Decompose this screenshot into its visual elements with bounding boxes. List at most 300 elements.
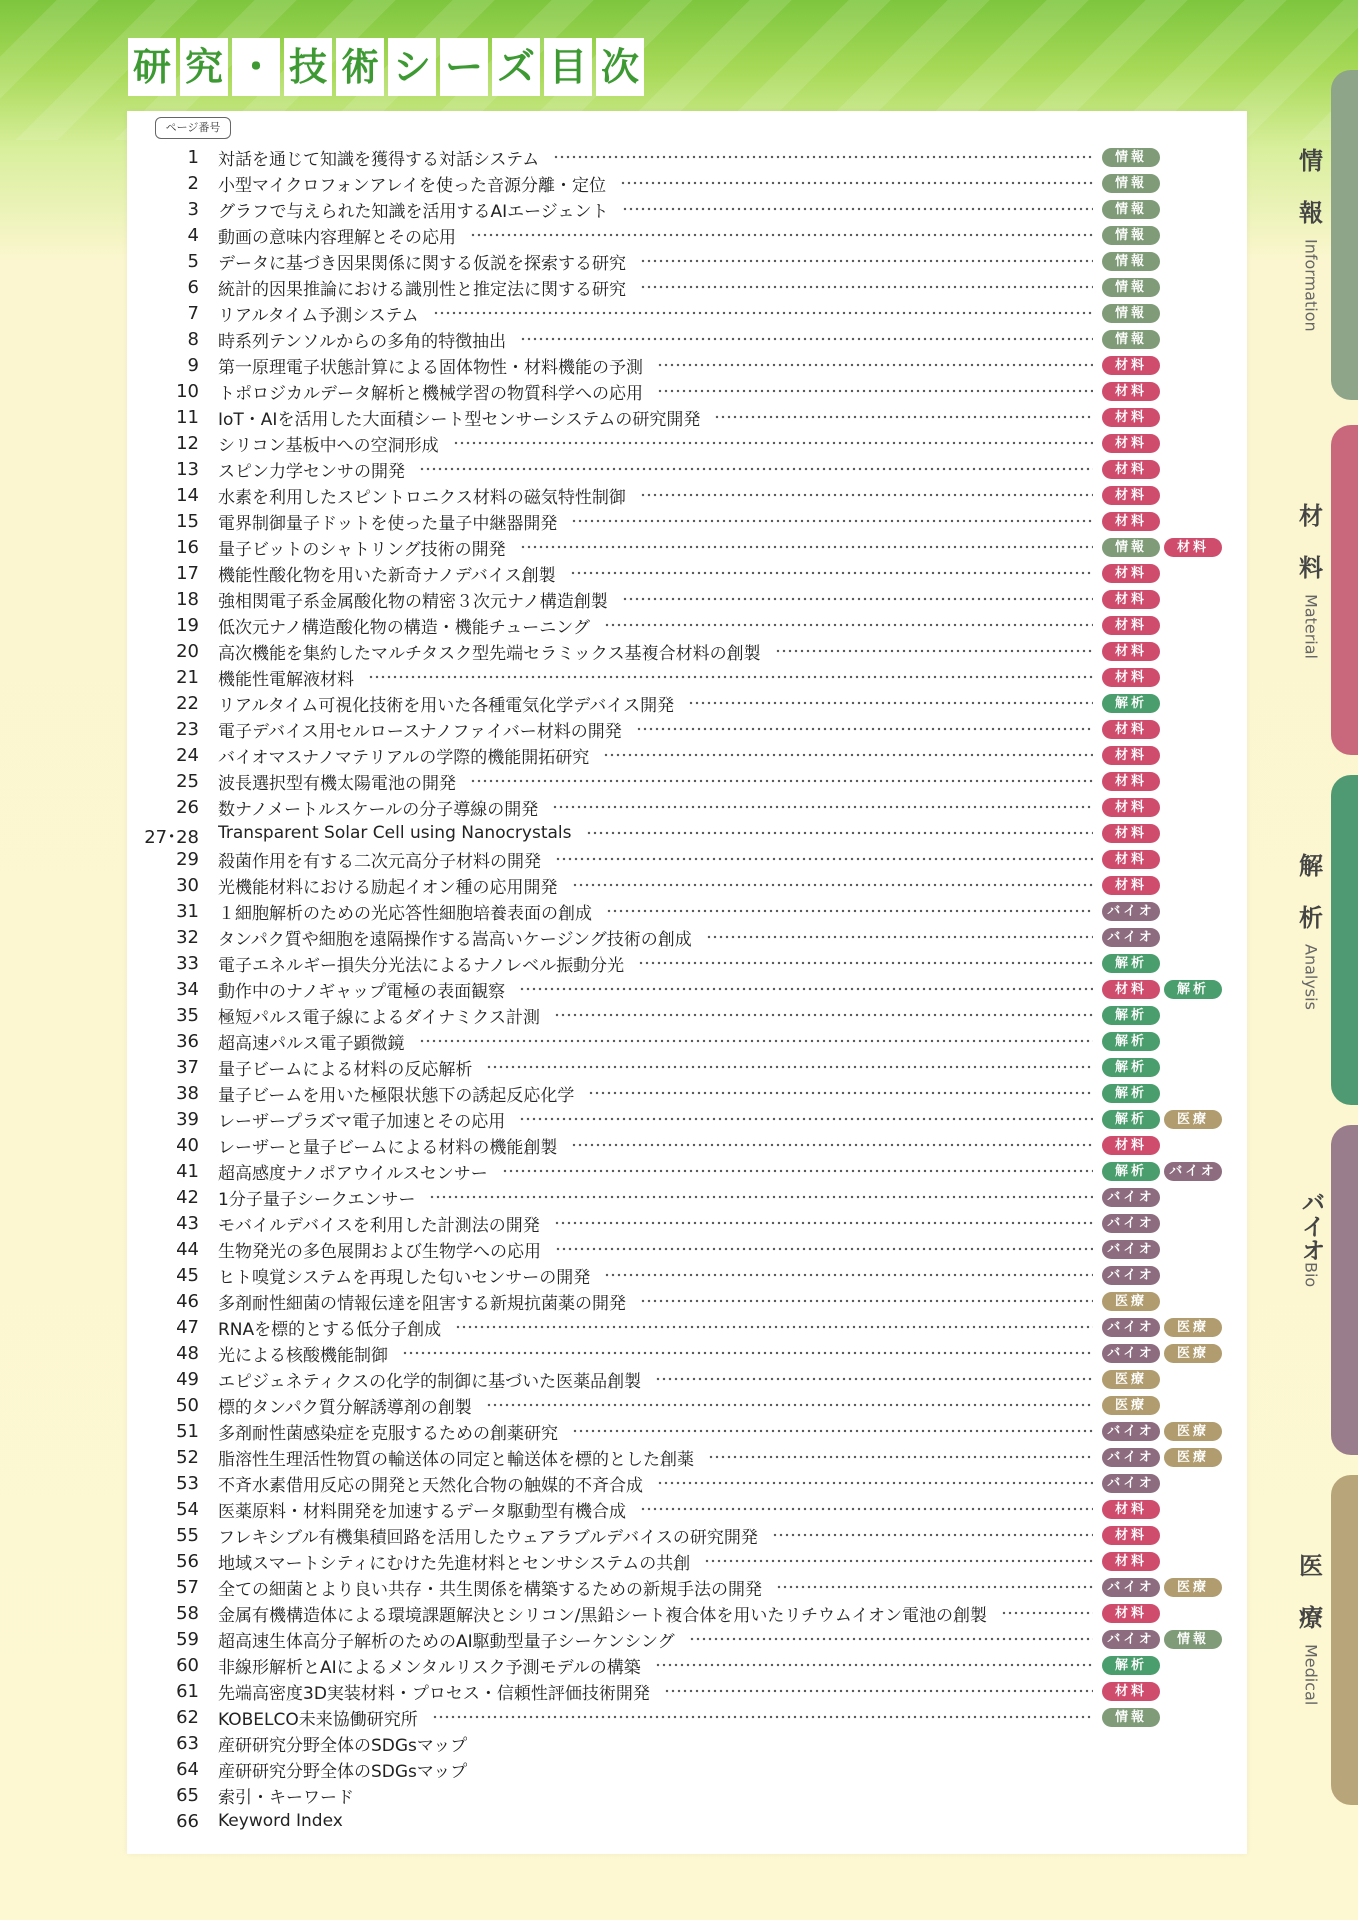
category-badge-bio: バイオ (1102, 1318, 1160, 1337)
category-badge-mat: 材料 (1102, 1604, 1160, 1623)
entry-page-number: 20 (176, 641, 199, 662)
entry-title: 低次元ナノ構造酸化物の構造・機能チューニング (218, 617, 590, 638)
leader-dots (640, 1502, 1093, 1516)
entry-title: タンパク質や細胞を遠隔操作する嵩高いケージング技術の創成 (218, 929, 692, 950)
leader-dots (519, 1112, 1093, 1126)
entry-tags (1102, 1656, 1160, 1675)
toc-entry[interactable] (127, 716, 1247, 742)
entry-title-line (218, 144, 1093, 170)
entry-title: 光による核酸機能制御 (218, 1345, 388, 1366)
entry-title-line (218, 508, 1093, 534)
category-badge-bio: バイオ (1102, 1578, 1160, 1597)
category-badge-info: 情報 (1102, 200, 1160, 219)
leader-dots (470, 228, 1093, 242)
entry-title: 時系列テンソルからの多角的特徴抽出 (218, 331, 507, 352)
leader-dots (571, 514, 1093, 528)
category-badge-info: 情報 (1102, 538, 1160, 557)
toc-entry[interactable] (127, 1210, 1247, 1236)
entry-tags (1102, 330, 1160, 349)
entry-title-line (218, 872, 1093, 898)
entry-title-line (218, 1548, 1093, 1574)
entry-tags (1102, 1006, 1160, 1025)
entry-page-number: 9 (187, 355, 199, 376)
entry-tags (1102, 538, 1222, 557)
entry-tags (1102, 1240, 1160, 1259)
leader-dots (553, 150, 1093, 164)
entry-title-line (218, 1444, 1093, 1470)
entry-title-line (218, 222, 1093, 248)
entry-title: リアルタイム予測システム (218, 305, 419, 326)
entry-page-number: 26 (176, 797, 199, 818)
entry-tags (1102, 564, 1160, 583)
entry-tags (1102, 1448, 1222, 1467)
entry-tags (1102, 668, 1160, 687)
entry-title-line (218, 248, 1093, 274)
title-char: ・ (232, 38, 280, 96)
entry-title-line (218, 456, 1093, 482)
entry-title-line (218, 664, 1093, 690)
toc-entry[interactable] (127, 872, 1247, 898)
category-badge-bio: バイオ (1102, 928, 1160, 947)
entry-title: 産研研究分野全体のSDGsマップ (218, 1761, 468, 1782)
category-badge-mat: 材料 (1102, 850, 1160, 869)
entry-title: ヒト嗅覚システムを再現した匂いセンサーの開発 (218, 1267, 591, 1288)
toc-entry[interactable] (127, 196, 1247, 222)
toc-entry[interactable] (127, 690, 1247, 716)
entry-title: 超高速パルス電子顕微鏡 (218, 1033, 405, 1054)
side-tab-analysis[interactable] (1331, 775, 1358, 1105)
entry-tags (1102, 252, 1160, 271)
toc-entry[interactable] (127, 1028, 1247, 1054)
entry-tags (1102, 1058, 1160, 1077)
toc-entry[interactable] (127, 1626, 1247, 1652)
category-badge-bio: バイオ (1102, 902, 1160, 921)
entry-tags (1102, 642, 1160, 661)
entry-page-number: 36 (176, 1031, 199, 1052)
toc-entry[interactable] (127, 248, 1247, 274)
toc-entry[interactable] (127, 1002, 1247, 1028)
category-badge-mat: 材料 (1102, 1526, 1160, 1545)
entry-page-number: 40 (176, 1135, 199, 1156)
entry-title-line (218, 612, 1093, 638)
entry-page-number: 11 (176, 407, 199, 428)
entry-tags (1102, 1630, 1222, 1649)
category-badge-mat: 材料 (1102, 980, 1160, 999)
category-badge-bio: バイオ (1102, 1474, 1160, 1493)
category-badge-ana: 解析 (1102, 1032, 1160, 1051)
side-tab-label (1296, 1190, 1326, 1287)
leader-dots (519, 982, 1093, 996)
entry-title: 動画の意味内容理解とその応用 (218, 227, 456, 248)
entry-title-line (218, 1756, 1228, 1782)
leader-dots (688, 696, 1093, 710)
toc-entry[interactable] (127, 482, 1247, 508)
entry-title-line (218, 976, 1093, 1002)
entry-title-line (218, 898, 1093, 924)
entry-tags (1102, 694, 1160, 713)
toc-entry[interactable] (127, 612, 1247, 638)
toc-entry[interactable] (127, 1236, 1247, 1262)
toc-entry[interactable] (127, 1340, 1247, 1366)
leader-dots (640, 254, 1093, 268)
entry-title-line (218, 1626, 1093, 1652)
entry-tags (1102, 148, 1160, 167)
entry-title: 超高感度ナノポアウイルスセンサー (218, 1163, 488, 1184)
entry-page-number: 57 (176, 1577, 199, 1598)
entry-title-line (218, 1574, 1093, 1600)
leader-dots (604, 618, 1093, 632)
entry-page-number: 18 (176, 589, 199, 610)
toc-entry[interactable] (127, 300, 1247, 326)
toc-entry[interactable] (127, 144, 1247, 170)
entry-title-line (218, 1288, 1093, 1314)
toc-entry[interactable] (127, 430, 1247, 456)
entry-tags (1102, 434, 1160, 453)
toc-entry[interactable] (127, 352, 1247, 378)
entry-page-number: 33 (176, 953, 199, 974)
entry-title: バイオマスナノマテリアルの学際的機能開拓研究 (218, 747, 590, 768)
side-tab-material[interactable] (1331, 425, 1358, 755)
entry-title: モバイルデバイスを利用した計測法の開発 (218, 1215, 540, 1236)
side-tab-kanji: 料 (1299, 554, 1323, 582)
leader-dots (640, 1294, 1093, 1308)
entry-title: 対話を通じて知識を獲得する対話システム (218, 149, 540, 170)
leader-dots (655, 1658, 1093, 1672)
entry-page-number: 61 (176, 1681, 199, 1702)
toc-entry[interactable] (127, 1184, 1247, 1210)
entry-page-number: 30 (176, 875, 199, 896)
entry-tags (1102, 1188, 1160, 1207)
leader-dots (429, 1190, 1093, 1204)
toc-entry[interactable] (127, 1314, 1247, 1340)
category-badge-med: 医療 (1164, 1422, 1222, 1441)
entry-tags (1102, 1162, 1222, 1181)
entry-tags (1102, 850, 1160, 869)
entry-page-number: 2 (187, 173, 199, 194)
entry-tags (1102, 1344, 1222, 1363)
entry-page-number: 16 (176, 537, 199, 558)
toc-entry[interactable] (127, 924, 1247, 950)
side-tab-kanji: 報 (1299, 199, 1323, 227)
entry-title-line (218, 1106, 1093, 1132)
entry-page-number: 62 (176, 1707, 199, 1728)
entry-tags (1102, 356, 1160, 375)
toc-entry[interactable] (127, 1106, 1247, 1132)
entry-page-number: 1 (187, 147, 199, 168)
side-tab-label (1296, 840, 1326, 1010)
entry-title: レーザーと量子ビームによる材料の機能創製 (218, 1137, 558, 1158)
toc-entry[interactable] (127, 638, 1247, 664)
toc-entry[interactable] (127, 1132, 1247, 1158)
title-char: 目 (544, 38, 592, 96)
entry-tags (1102, 1110, 1222, 1129)
entry-title-line (218, 1730, 1228, 1756)
leader-dots (419, 1034, 1094, 1048)
toc-entry[interactable] (127, 508, 1247, 534)
entry-title-line (218, 638, 1093, 664)
entry-title-line (218, 586, 1093, 612)
toc-entry[interactable] (127, 586, 1247, 612)
toc-entry[interactable] (127, 456, 1247, 482)
leader-dots (588, 1086, 1093, 1100)
entry-title-line (218, 1470, 1093, 1496)
entry-tags (1102, 226, 1160, 245)
entry-tags (1102, 720, 1160, 739)
leader-dots (470, 774, 1093, 788)
toc-entry[interactable] (127, 1678, 1247, 1704)
entry-page-number: 66 (176, 1811, 199, 1832)
entry-title: １細胞解析のための光応答性細胞培養表面の創成 (218, 903, 592, 924)
entry-title: 生物発光の多色展開および生物学への応用 (218, 1241, 541, 1262)
entry-tags (1102, 460, 1160, 479)
leader-dots (640, 280, 1093, 294)
toc-entry[interactable] (127, 664, 1247, 690)
category-badge-ana: 解析 (1102, 1084, 1160, 1103)
entry-title: 索引・キーワード (218, 1787, 354, 1808)
entry-title-line (218, 1080, 1093, 1106)
contents-list (127, 144, 1247, 1834)
entry-page-number: 38 (176, 1083, 199, 1104)
toc-entry[interactable] (127, 326, 1247, 352)
toc-entry[interactable] (127, 170, 1247, 196)
entry-title-line (218, 1522, 1093, 1548)
toc-entry[interactable] (127, 1080, 1247, 1106)
entry-tags (1102, 408, 1160, 427)
leader-dots (714, 410, 1093, 424)
leader-dots (486, 1398, 1093, 1412)
entry-page-number: 46 (176, 1291, 199, 1312)
category-badge-info: 情報 (1102, 304, 1160, 323)
entry-title: 統計的因果推論における識別性と推定法に関する研究 (218, 279, 626, 300)
toc-entry[interactable] (127, 274, 1247, 300)
entry-title: RNAを標的とする低分子創成 (218, 1319, 442, 1340)
leader-dots (368, 670, 1093, 684)
entry-title-line (218, 378, 1093, 404)
entry-page-number: 5 (187, 251, 199, 272)
entry-title: 機能性電解液材料 (218, 669, 354, 690)
entry-page-number: 31 (176, 901, 199, 922)
toc-entry[interactable] (127, 1054, 1247, 1080)
entry-title: 電子エネルギー損失分光法によるナノレベル振動分光 (218, 955, 625, 976)
entry-title-line (218, 534, 1093, 560)
entry-title-line (218, 950, 1093, 976)
side-tab-information[interactable] (1331, 70, 1358, 400)
title-char: 究 (180, 38, 228, 96)
entry-title-line (218, 1054, 1093, 1080)
toc-entry[interactable] (127, 950, 1247, 976)
toc-entry[interactable] (127, 898, 1247, 924)
entry-title-line (218, 924, 1093, 950)
toc-entry[interactable] (127, 1158, 1247, 1184)
side-tab-label (1296, 490, 1326, 659)
side-tab-label (1296, 1540, 1326, 1705)
leader-dots (689, 1632, 1093, 1646)
toc-entry[interactable] (127, 1444, 1247, 1470)
category-badge-mat: 材料 (1102, 486, 1160, 505)
entry-page-number: 47 (176, 1317, 199, 1338)
toc-entry[interactable] (127, 1756, 1247, 1782)
entry-title: トポロジカルデータ解析と機械学習の物質科学への応用 (218, 383, 643, 404)
entry-page-number: 37 (176, 1057, 199, 1078)
leader-dots (554, 1216, 1093, 1230)
toc-entry[interactable] (127, 1808, 1247, 1834)
toc-entry[interactable] (127, 1730, 1247, 1756)
entry-page-number: 15 (176, 511, 199, 532)
toc-entry[interactable] (127, 1548, 1247, 1574)
toc-entry[interactable] (127, 222, 1247, 248)
toc-entry[interactable] (127, 1418, 1247, 1444)
entry-tags (1102, 1032, 1160, 1051)
entry-title: スピン力学センサの開発 (218, 461, 405, 482)
entry-title: シリコン基板中への空洞形成 (218, 435, 439, 456)
toc-entry[interactable] (127, 1652, 1247, 1678)
entry-tags (1102, 304, 1160, 323)
entry-page-number: 34 (176, 979, 199, 1000)
leader-dots (655, 1372, 1093, 1386)
entry-title-line (218, 1704, 1093, 1730)
entry-page-number: 42 (176, 1187, 199, 1208)
entry-page-number: 59 (176, 1629, 199, 1650)
toc-entry[interactable] (127, 976, 1247, 1002)
toc-entry[interactable] (127, 1366, 1247, 1392)
entry-tags (1102, 616, 1160, 635)
side-tab-kanji: 情 (1299, 147, 1323, 175)
entry-title-line (218, 1366, 1093, 1392)
leader-dots (1001, 1606, 1093, 1620)
category-badge-mat: 材料 (1102, 1552, 1160, 1571)
toc-entry[interactable] (127, 1288, 1247, 1314)
toc-entry[interactable] (127, 1496, 1247, 1522)
entry-title: 動作中のナノギャップ電極の表面観察 (218, 981, 506, 1002)
entry-page-number: 49 (176, 1369, 199, 1390)
entry-tags (1102, 824, 1160, 843)
toc-entry[interactable] (127, 1522, 1247, 1548)
toc-entry[interactable] (127, 378, 1247, 404)
entry-title-line (218, 560, 1093, 586)
toc-entry[interactable] (127, 742, 1247, 768)
entry-title: 先端高密度3D実装材料・プロセス・信頼性評価技術開発 (218, 1683, 650, 1704)
toc-entry[interactable] (127, 1600, 1247, 1626)
entry-tags (1102, 1552, 1160, 1571)
leader-dots (453, 436, 1093, 450)
entry-tags (1102, 1396, 1160, 1415)
toc-entry[interactable] (127, 794, 1247, 820)
title-char: 研 (128, 38, 176, 96)
entry-title-line (218, 1158, 1093, 1184)
category-badge-mat: 材料 (1102, 1136, 1160, 1155)
entry-title: 脂溶性生理活性物質の輸送体の同定と輸送体を標的とした創薬 (218, 1449, 694, 1470)
entry-title: 高次機能を集約したマルチタスク型先端セラミックス基複合材料の創製 (218, 643, 761, 664)
category-badge-info: 情報 (1102, 226, 1160, 245)
leader-dots (455, 1320, 1093, 1334)
entry-page-number: 4 (187, 225, 199, 246)
entry-tags (1102, 174, 1160, 193)
entry-page-number: 13 (176, 459, 199, 480)
category-badge-mat: 材料 (1102, 1500, 1160, 1519)
side-tab-medical[interactable] (1331, 1475, 1358, 1805)
entry-page-number: 6 (187, 277, 199, 298)
category-badge-med: 医療 (1164, 1578, 1222, 1597)
toc-entry[interactable] (127, 534, 1247, 560)
entry-title: IoT・AIを活用した大面積シート型センサーシステムの研究開発 (218, 409, 701, 430)
entry-page-number: 12 (176, 433, 199, 454)
entry-tags (1102, 876, 1160, 895)
entry-title-line (218, 1262, 1093, 1288)
category-badge-info: 情報 (1102, 330, 1160, 349)
title-char: 術 (336, 38, 384, 96)
entry-title-line (218, 170, 1093, 196)
entry-page-number: 60 (176, 1655, 199, 1676)
category-badge-info: 情報 (1102, 174, 1160, 193)
entry-page-number: 35 (176, 1005, 199, 1026)
category-badge-bio: バイオ (1102, 1240, 1160, 1259)
entry-title-line (218, 846, 1093, 872)
entry-title: 殺菌作用を有する二次元高分子材料の開発 (218, 851, 541, 872)
entry-page-number: 14 (176, 485, 199, 506)
category-badge-mat: 材料 (1102, 616, 1160, 635)
leader-dots (772, 1528, 1093, 1542)
category-badge-med: 医療 (1164, 1448, 1222, 1467)
entry-tags (1102, 382, 1160, 401)
category-badge-mat: 材料 (1102, 356, 1160, 375)
entry-page-number: 58 (176, 1603, 199, 1624)
toc-entry[interactable] (127, 1262, 1247, 1288)
toc-entry[interactable] (127, 846, 1247, 872)
entry-page-number: 52 (176, 1447, 199, 1468)
side-tab-label (1296, 135, 1326, 332)
leader-dots (604, 1268, 1093, 1282)
page-title (128, 38, 644, 96)
side-tab-kanji: 医 (1299, 1552, 1323, 1580)
category-badge-info: 情報 (1102, 278, 1160, 297)
category-badge-ana: 解析 (1102, 694, 1160, 713)
leader-dots (555, 852, 1093, 866)
category-badge-info: 情報 (1164, 1630, 1222, 1649)
toc-entry[interactable] (127, 560, 1247, 586)
side-tab-bio[interactable] (1331, 1125, 1358, 1455)
entry-tags (1102, 1422, 1222, 1441)
toc-entry[interactable] (127, 1392, 1247, 1418)
entry-page-number: 8 (187, 329, 199, 350)
entry-page-number: 23 (176, 719, 199, 740)
entry-tags (1102, 772, 1160, 791)
category-badge-ana: 解析 (1102, 1006, 1160, 1025)
entry-page-number: 64 (176, 1759, 199, 1780)
leader-dots (520, 332, 1093, 346)
entry-title-line (218, 1652, 1093, 1678)
toc-entry[interactable] (127, 1470, 1247, 1496)
entry-page-number: 21 (176, 667, 199, 688)
entry-tags (1102, 486, 1160, 505)
entry-title-line (218, 1678, 1093, 1704)
entry-title: 金属有機構造体による環境課題解決とシリコン/黒鉛シート複合体を用いたリチウムイオン電池の創製 (218, 1605, 988, 1626)
toc-entry[interactable] (127, 404, 1247, 430)
toc-entry[interactable] (127, 1574, 1247, 1600)
leader-dots (572, 1424, 1093, 1438)
toc-entry[interactable] (127, 1782, 1247, 1808)
entry-title: データに基づき因果関係に関する仮説を探索する研究 (218, 253, 626, 274)
entry-page-number: 65 (176, 1785, 199, 1806)
toc-entry[interactable] (127, 768, 1247, 794)
category-badge-bio: バイオ (1102, 1188, 1160, 1207)
entry-page-number: 51 (176, 1421, 199, 1442)
leader-dots (502, 1164, 1093, 1178)
toc-entry[interactable] (127, 820, 1247, 846)
toc-entry[interactable] (127, 1704, 1247, 1730)
side-tab-english: Information (1301, 239, 1321, 332)
entry-title: 産研研究分野全体のSDGsマップ (218, 1735, 468, 1756)
entry-title-line (218, 196, 1093, 222)
